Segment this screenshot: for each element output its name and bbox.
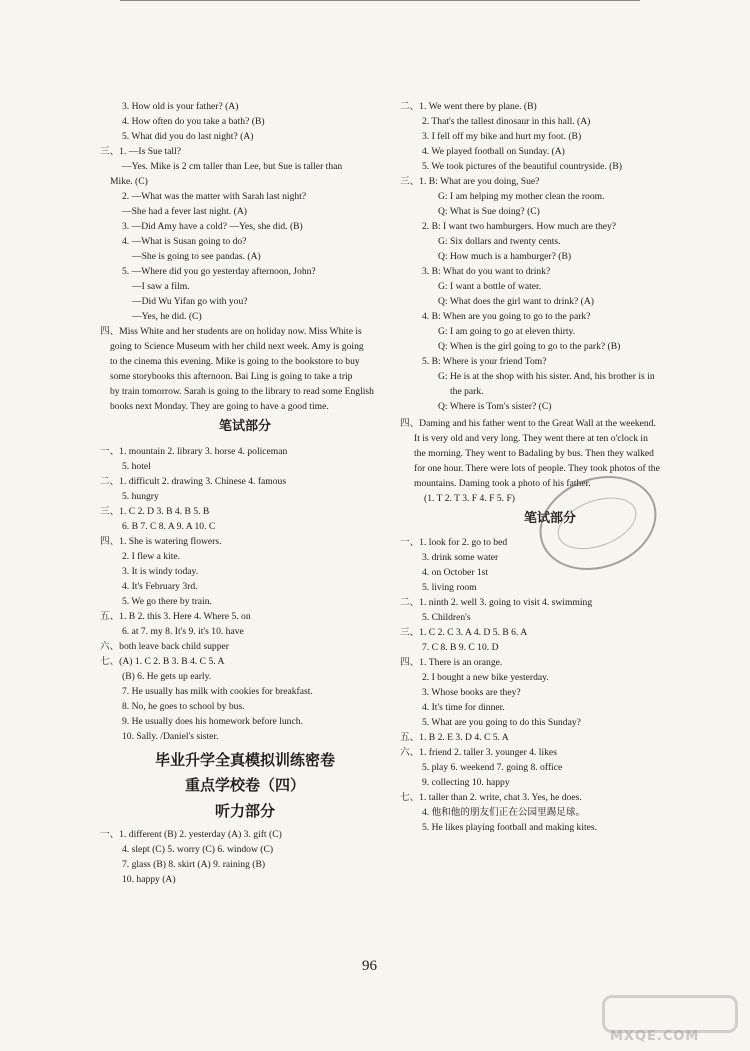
section-heading: 笔试部分 [523, 511, 576, 526]
text-line: 一、1. mountain 2. library 3. horse 4. policeman [100, 446, 288, 457]
paper-subtitle: 重点学校卷（四） [184, 776, 305, 794]
text-line: 七、(A) 1. C 2. B 3. B 4. C 5. A [100, 656, 225, 667]
text-line: 7. C 8. B 9. C 10. D [422, 642, 499, 653]
text-line: 5. play 6. weekend 7. going 8. office [422, 762, 563, 773]
text-line: 4. 他和他的朋友们正在公园里踢足球。 [422, 807, 586, 818]
text-line: Q: How much is a hamburger? (B) [438, 251, 572, 262]
text-line: 3. How old is your father? (A) [122, 101, 239, 112]
text-line: books next Monday. They are going to have a good time. [110, 401, 329, 412]
text-line: 7. He usually has milk with cookies for breakfast. [122, 686, 313, 697]
text-line: 5. hungry [122, 491, 159, 502]
text-line: 六、1. friend 2. taller 3. younger 4. likes [400, 747, 557, 758]
text-line: 五、1. B 2. E 3. D 4. C 5. A [400, 732, 509, 743]
text-line: the park. [450, 386, 484, 397]
text-line: by train tomorrow. Sarah is going to the library to read some English [110, 386, 374, 397]
text-line: 六、both leave back child supper [100, 641, 229, 652]
text-line: 4. slept (C) 5. worry (C) 6. window (C) [122, 844, 274, 855]
text-line: Q: What does the girl want to drink? (A) [438, 296, 594, 307]
text-line: mountains. Daming took a photo of his father. [414, 478, 591, 489]
text-line: Q: When is the girl going to go to the park? (B) [438, 341, 621, 352]
text-line: to the cinema this evening. Mike is going to the bookstore to buy [110, 356, 360, 367]
text-line: 七、1. taller than 2. write, chat 3. Yes, he does. [400, 792, 582, 803]
text-line: 二、1. difficult 2. drawing 3. Chinese 4. famous [100, 476, 287, 487]
text-line: 2. I bought a new bike yesterday. [422, 672, 549, 683]
text-line: G: Six dollars and twenty cents. [438, 236, 561, 247]
top-rule [120, 0, 640, 1]
text-line: —Did Wu Yifan go with you? [132, 296, 248, 307]
watermark-box [602, 995, 738, 1033]
text-line: 5. Children's [422, 612, 471, 623]
text-line: 四、1. There is an orange. [400, 657, 503, 668]
text-line: 5. What are you going to do this Sunday? [422, 717, 581, 728]
text-line: 五、1. B 2. this 3. Here 4. Where 5. on [100, 611, 251, 622]
text-line: G: I am going to go at eleven thirty. [438, 326, 576, 337]
text-line: —I saw a film. [132, 281, 190, 292]
text-line: 一、1. look for 2. go to bed [400, 537, 508, 548]
text-line: 一、1. different (B) 2. yesterday (A) 3. gift (C) [100, 829, 282, 840]
section-heading: 笔试部分 [218, 419, 271, 434]
text-line: 2. I flew a kite. [122, 551, 181, 562]
text-line: 二、1. We went there by plane. (B) [400, 101, 537, 112]
text-line: 四、1. She is watering flowers. [100, 536, 222, 547]
text-line: 4. It's time for dinner. [422, 702, 505, 713]
text-line: 4. on October 1st [422, 567, 489, 578]
page-number: 96 [362, 958, 377, 974]
text-line: 4. —What is Susan going to do? [122, 236, 247, 247]
text-line: 3. drink some water [422, 552, 499, 563]
text-line: 9. He usually does his homework before lunch. [122, 716, 303, 727]
watermark-logo [602, 995, 742, 1045]
text-line: the morning. They went to Badaling by bus. Then they walked [414, 448, 654, 459]
text-line: some storybooks this afternoon. Bai Ling is going to take a trip [110, 371, 353, 382]
text-line: 3. Whose books are they? [422, 687, 521, 698]
text-line: 四、Miss White and her students are on holiday now. Miss White is [100, 326, 362, 337]
text-line: 2. B: I want two hamburgers. How much are they? [422, 221, 617, 232]
text-line: 3. It is windy today. [122, 566, 199, 577]
text-line: Q: Where is Tom's sister? (C) [438, 401, 552, 412]
text-line: 三、1. B: What are you doing, Sue? [400, 176, 540, 187]
watermark-text: MXQE.COM [610, 1029, 700, 1044]
text-line: 9. collecting 10. happy [422, 777, 510, 788]
text-line: (B) 6. He gets up early. [122, 671, 212, 682]
text-line: —Yes, he did. (C) [132, 311, 202, 322]
text-line: 5. We go there by train. [122, 596, 212, 607]
text-line: 6. at 7. my 8. It's 9. it's 10. have [122, 626, 244, 637]
text-line: 4. We played football on Sunday. (A) [422, 146, 565, 157]
text-line: 3. B: What do you want to drink? [422, 266, 551, 277]
text-line: G: I am helping my mother clean the room. [438, 191, 605, 202]
text-line: 4. It's February 3rd. [122, 581, 198, 592]
text-line: 5. —Where did you go yesterday afternoon, John? [122, 266, 316, 277]
text-line: for one hour. There were lots of people. They took photos of the [414, 463, 660, 474]
text-line: 5. living room [422, 582, 477, 593]
text-line: 四、Daming and his father went to the Great Wall at the weekend. [400, 418, 656, 429]
text-line: G: He is at the shop with his sister. And, his brother is in [438, 371, 655, 382]
text-line: 3. I fell off my bike and hurt my foot. (B) [422, 131, 582, 142]
text-line: —Yes. Mike is 2 cm taller than Lee, but Sue is taller than [122, 161, 343, 172]
text-line: going to Science Museum with her child next week. Amy is going [110, 341, 364, 352]
text-line: 10. Sally. /Daniel's sister. [122, 731, 219, 742]
text-line: 2. That's the tallest dinosaur in this hall. (A) [422, 116, 591, 127]
text-line: 5. What did you do last night? (A) [122, 131, 254, 142]
text-line: G: I want a bottle of water. [438, 281, 542, 292]
text-line: 5. hotel [122, 461, 151, 472]
text-line: 二、1. ninth 2. well 3. going to visit 4. swimming [400, 597, 593, 608]
text-line: (1. T 2. T 3. F 4. F 5. F) [424, 493, 515, 504]
text-line: 三、1. —Is Sue tall? [100, 146, 182, 157]
text-line: It is very old and very long. They went there at ten o'clock in [414, 433, 648, 444]
text-line: 4. B: When are you going to go to the park? [422, 311, 591, 322]
paper-title: 毕业升学全真模拟训练密卷 [154, 751, 335, 769]
text-line: Q: What is Sue doing? (C) [438, 206, 540, 217]
text-line: 2. —What was the matter with Sarah last night? [122, 191, 307, 202]
stamp-inner-ring [551, 488, 644, 559]
text-line: 三、1. C 2. D 3. B 4. B 5. B [100, 506, 210, 517]
text-line: —She had a fever last night. (A) [122, 206, 247, 217]
text-line: 6. B 7. C 8. A 9. A 10. C [122, 521, 216, 532]
text-line: 8. No, he goes to school by bus. [122, 701, 245, 712]
text-line: 4. How often do you take a bath? (B) [122, 116, 265, 127]
text-line: 7. glass (B) 8. skirt (A) 9. raining (B) [122, 859, 266, 870]
text-line: 5. He likes playing football and making kites. [422, 822, 598, 833]
text-line: Mike. (C) [110, 176, 148, 187]
text-line: 5. B: Where is your friend Tom? [422, 356, 547, 367]
text-line: 10. happy (A) [122, 874, 176, 885]
text-line: —She is going to see pandas. (A) [132, 251, 261, 262]
section-heading: 听力部分 [214, 802, 275, 820]
text-line: 5. We took pictures of the beautiful countryside. (B) [422, 161, 622, 172]
text-line: 3. —Did Amy have a cold? —Yes, she did. (B) [122, 221, 303, 232]
text-line: 三、1. C 2. C 3. A 4. D 5. B 6. A [400, 627, 528, 638]
